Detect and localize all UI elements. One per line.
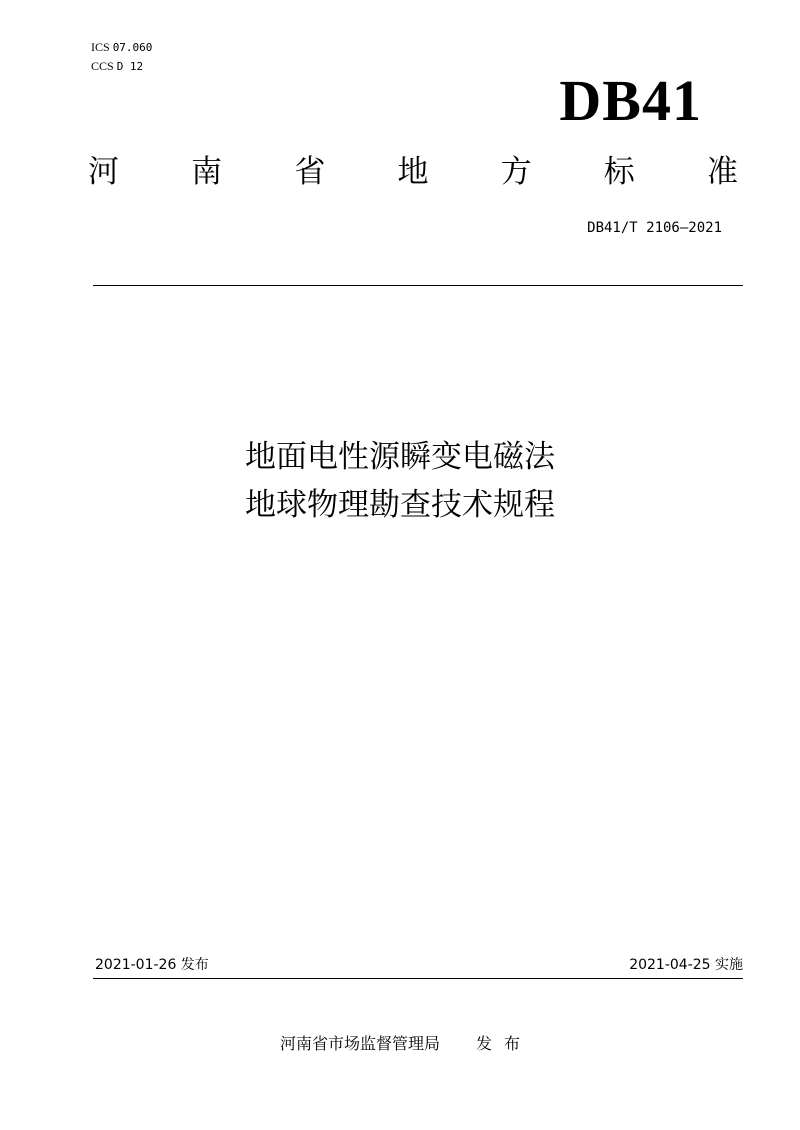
publisher-org: 河南省市场监督管理局 bbox=[279, 1034, 440, 1053]
top-divider bbox=[93, 285, 743, 286]
standard-type-char: 省 bbox=[294, 154, 326, 190]
standard-type-char: 方 bbox=[500, 154, 532, 190]
ics-code bbox=[91, 39, 152, 56]
ics-label: ICS bbox=[91, 40, 110, 54]
standard-type-char: 地 bbox=[397, 154, 429, 190]
standard-type-char: 南 bbox=[191, 154, 223, 190]
publisher-action: 发布 bbox=[476, 1034, 533, 1053]
ics-value: 07.060 bbox=[112, 41, 153, 54]
ccs-label: CCS bbox=[91, 59, 114, 73]
document-title-line-1: 地面电性源瞬变电磁法 bbox=[245, 439, 555, 475]
issue-date: 2021-01-26 发布 bbox=[95, 957, 209, 973]
standard-type-char: 准 bbox=[706, 154, 738, 190]
standard-type-char: 标 bbox=[603, 154, 635, 190]
document-title-line-2: 地球物理勘查技术规程 bbox=[245, 487, 555, 523]
ccs-code bbox=[91, 58, 143, 75]
standard-code-logo: DB41 bbox=[559, 68, 702, 133]
standard-number: DB41/T 2106—2021 bbox=[587, 220, 722, 236]
ccs-value: D 12 bbox=[116, 60, 144, 73]
implementation-date: 2021-04-25 实施 bbox=[629, 957, 743, 973]
bottom-divider bbox=[93, 978, 743, 979]
standard-type-title bbox=[88, 152, 738, 192]
standard-type-char: 河 bbox=[88, 154, 119, 190]
publisher-line bbox=[0, 1033, 800, 1055]
